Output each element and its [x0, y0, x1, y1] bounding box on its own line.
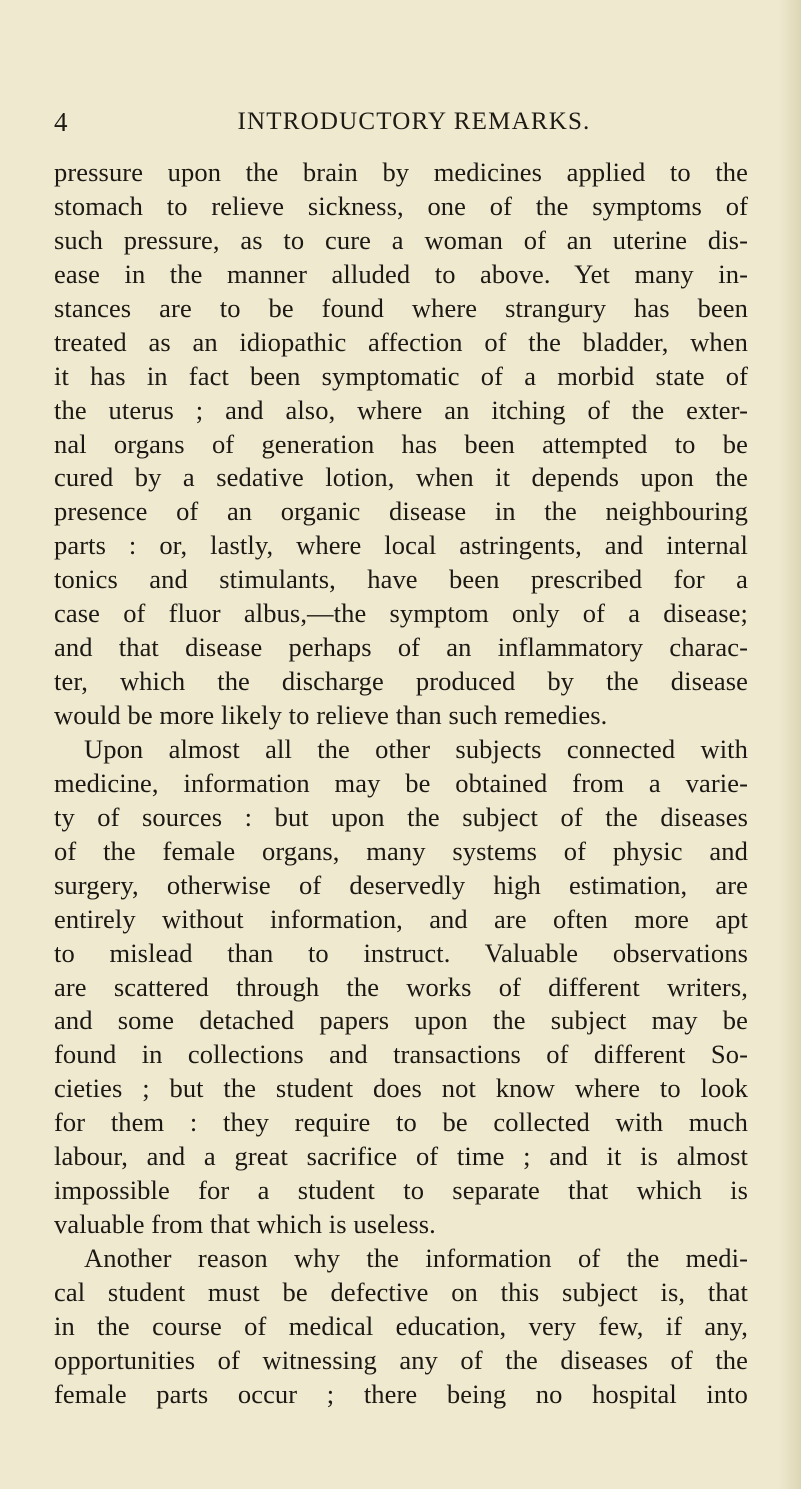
text-line: medicine, information may be obtained from a varie- — [54, 767, 748, 798]
running-head — [54, 104, 744, 140]
text-line: would be more likely to relieve than such remedies. — [54, 700, 608, 730]
text-line: and some detached papers upon the subject may be — [54, 1005, 748, 1036]
text-line: nal organs of generation has been attempted to be — [54, 428, 748, 459]
running-title: INTRODUCTORY REMARKS. — [237, 108, 591, 135]
text-line: the uterus ; and also, where an itching of the exter- — [54, 394, 748, 425]
text-line: entirely without information, and are often more apt — [54, 903, 748, 934]
text-line: and that disease perhaps of an inflammatory charac- — [54, 632, 748, 663]
text-line: pressure upon the brain by medicines applied to the — [54, 157, 748, 187]
text-line: case of fluor albus,—the symptom only of a disease; — [54, 598, 748, 629]
text-line: valuable from that which is useless. — [54, 1209, 436, 1240]
text-line: ty of sources : but upon the subject of the diseases — [54, 801, 748, 832]
text-line: it has in fact been symptomatic of a morbid state of — [54, 360, 748, 391]
text-line: cieties ; but the student does not know where to look — [54, 1073, 748, 1104]
text-line: female parts occur ; there being no hospital into — [54, 1378, 748, 1409]
text-line: impossible for a student to separate that which is — [54, 1175, 748, 1206]
text-line: cal student must be defective on this subject is, that — [54, 1276, 748, 1307]
text-line: stances are to be found where strangury has been — [54, 292, 748, 323]
text-line: are scattered through the works of different writers, — [54, 971, 748, 1002]
text-line: cured by a sedative lotion, when it depends upon the — [54, 462, 748, 493]
text-line: for them : they require to be collected with much — [54, 1107, 748, 1138]
text-line: such pressure, as to cure a woman of an uterine dis- — [54, 224, 748, 255]
text-line: labour, and a great sacrifice of time ; and it is almost — [54, 1141, 748, 1172]
text-line: surgery, otherwise of deservedly high estimation, are — [54, 869, 748, 900]
text-line: opportunities of witnessing any of the diseases of the — [54, 1344, 748, 1375]
text-line: found in collections and transactions of different So- — [54, 1039, 748, 1070]
text-line: ter, which the discharge produced by the disease — [54, 666, 748, 697]
text-line: to mislead than to instruct. Valuable observations — [54, 937, 748, 968]
page-edge-shadow — [779, 0, 801, 1489]
text-line: ease in the manner alluded to above. Yet many in- — [54, 258, 748, 289]
text-line: presence of an organic disease in the neighbouring — [54, 496, 748, 527]
text-line: tonics and stimulants, have been prescribed for a — [54, 564, 748, 595]
text-line: parts : or, lastly, where local astringents, and internal — [54, 530, 748, 561]
body-text — [54, 156, 748, 1412]
text-line: stomach to relieve sickness, one of the symptoms of — [54, 190, 748, 221]
text-line: Another reason why the information of the medi- — [84, 1243, 748, 1273]
page-number: 4 — [54, 107, 68, 137]
text-line: in the course of medical education, very few, if any, — [54, 1310, 748, 1341]
text-line: Upon almost all the other subjects connected with — [84, 733, 748, 764]
text-line: of the female organs, many systems of physic and — [54, 835, 748, 866]
text-line: treated as an idiopathic affection of the bladder, when — [54, 326, 748, 357]
